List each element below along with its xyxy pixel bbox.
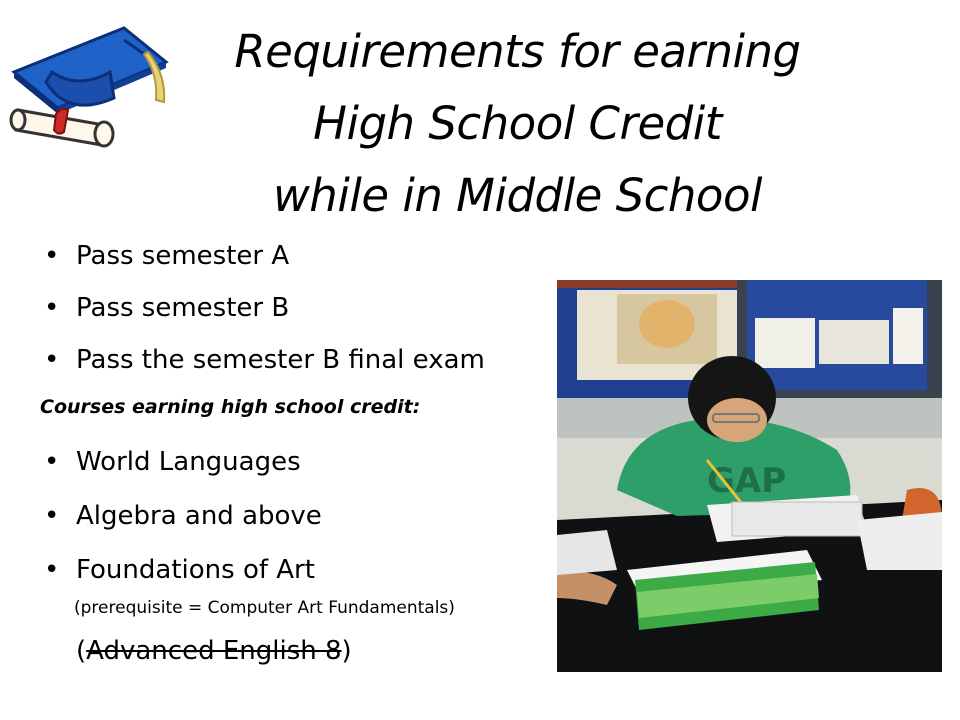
bullet-icon: • [44,447,60,477]
bullet-icon: • [44,555,60,585]
diploma-icon [11,109,113,146]
bullet-icon: • [44,241,60,271]
bullet-icon: • [44,293,60,323]
bullet-icon: • [44,345,60,375]
list-item: • World Languages [36,442,301,482]
title-line-3: while in Middle School [273,169,762,222]
student-photo [557,280,942,672]
struck-course-name: Advanced English 8 [86,636,342,666]
title-line-1: Requirements for earning [234,25,801,78]
list-item: • Algebra and above [36,496,322,536]
list-item: • Pass semester B [36,288,289,328]
prerequisite-note: (prerequisite = Computer Art Fundamentals) [74,598,455,618]
courses-heading: Courses earning high school credit: [40,396,421,418]
list-item: • Pass semester A [36,236,289,276]
svg-text:GAP: GAP [707,461,787,501]
slide-title [150,16,885,232]
list-item: • Pass the semester B final exam [36,340,485,380]
title-line-2: High School Credit [313,97,722,150]
list-item: • Foundations of Art [36,550,315,590]
struck-course: (Advanced English 8) [76,636,352,666]
bullet-icon: • [44,501,60,531]
